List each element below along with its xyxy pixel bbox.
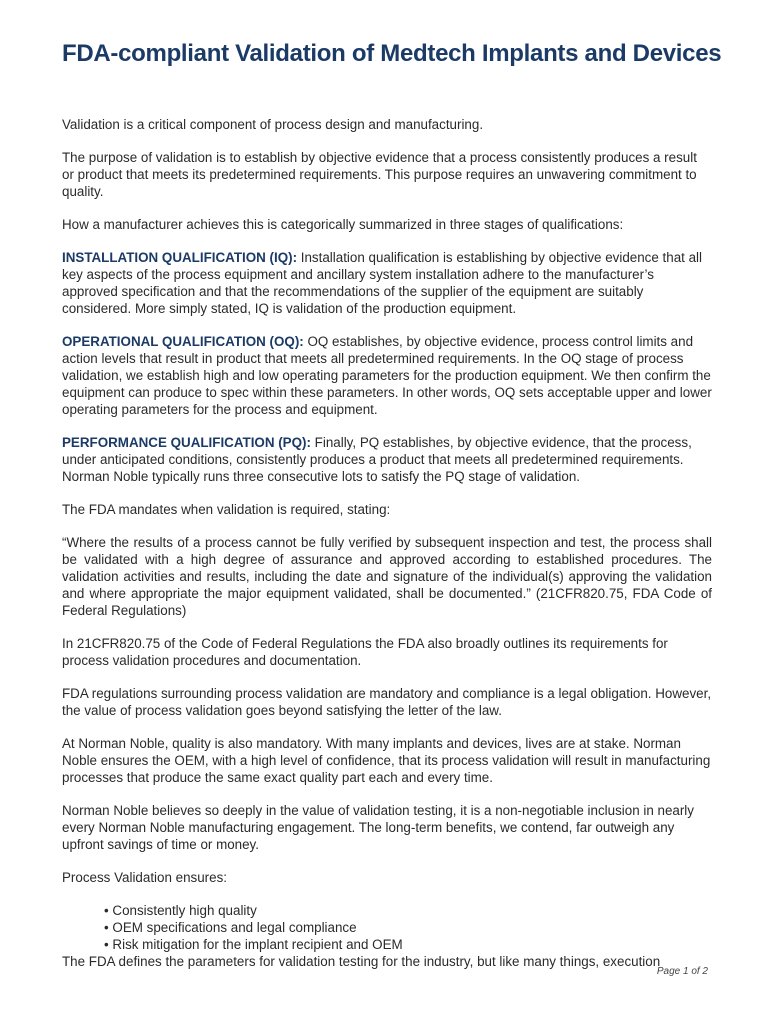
list-item: • Consistently high quality [104,902,712,919]
fda-quote: “Where the results of a process cannot be fully verified by subsequent inspection and test, the process shall be validated with a high degree of assurance and approved according to established procedures. The validation activities and results, including the date and signature of the individual(s) approving the validation and where appropriate the major equipment validated, shall be documented.” (21CFR820.75, FDA Code of Federal Regulations) [62,535,712,618]
page-number: Page 1 of 2 [656,966,708,977]
page-title: FDA-compliant Validation of Medtech Implants and Devices [62,40,722,67]
list-item: • OEM specifications and legal compliance [104,919,712,936]
oq-text: OQ establishes, by objective evidence, process control limits and action levels that result in product that meets all predetermined requirements. In the OQ stage of process validation, we establish high and low operating parameters for the production equipment. We then confirm the equipment can produce to spec within these parameters. In other words, OQ sets acceptable upper and lower operating parameters for the process and equipment. [62,334,712,417]
paragraph-fda-mandate: The FDA mandates when validation is required, stating: [62,502,391,517]
list-item: • Risk mitigation for the implant recipient and OEM [104,936,712,953]
paragraph-iq [62,249,712,317]
ensures-intro: Process Validation ensures: [62,870,227,885]
document-body [62,116,712,986]
pq-heading: PERFORMANCE QUALIFICATION (PQ): [62,435,311,450]
ensures-list [104,902,712,953]
paragraph-norman-quality: At Norman Noble, quality is also mandatory. With many implants and devices, lives are at stake. Norman Noble ensures the OEM, with a high level of confidence, that its process validation will result in manufacturing processes that produce the same exact quality part each and every time. [62,736,711,785]
paragraph-norman-believes: Norman Noble believes so deeply in the value of validation testing, it is a non-negotiable inclusion in nearly every Norman Noble manufacturing engagement. The long-term benefits, we contend, far outweigh any upfront savings of time or money. [62,803,694,852]
oq-heading: OPERATIONAL QUALIFICATION (OQ): [62,334,304,349]
paragraph-oq [62,333,712,418]
pq-text: Finally, PQ establishes, by objective evidence, that the process, under anticipated conditions, consistently produces a product that meets all predetermined requirements. Norman Noble typically runs three consecutive lots to satisfy the PQ stage of validation. [62,435,692,484]
iq-heading: INSTALLATION QUALIFICATION (IQ): [62,250,298,265]
paragraph-stages: How a manufacturer achieves this is categorically summarized in three stages of qualifications: [62,217,624,232]
paragraph-regulations: FDA regulations surrounding process validation are mandatory and compliance is a legal obligation. However, the value of process validation goes beyond satisfying the letter of the law. [62,686,712,718]
paragraph-pq [62,434,712,485]
iq-text: Installation qualification is establishing by objective evidence that all key aspects of the process equipment and ancillary system installation adhere to the manufacturer’s approved specification and that the recommendations of the supplier of the equipment are suitably considered. More simply stated, IQ is validation of the production equipment. [62,250,702,316]
paragraph-intro: Validation is a critical component of process design and manufacturing. [62,117,484,132]
paragraph-cfr: In 21CFR820.75 of the Code of Federal Regulations the FDA also broadly outlines its requirements for process validation procedures and documentation. [62,636,668,668]
paragraph-tail: The FDA defines the parameters for validation testing for the industry, but like many things, execution [62,954,661,969]
paragraph-purpose: The purpose of validation is to establish by objective evidence that a process consistently produces a result or product that meets its predetermined requirements. This purpose requires an unwavering commitment to quality. [62,150,697,199]
